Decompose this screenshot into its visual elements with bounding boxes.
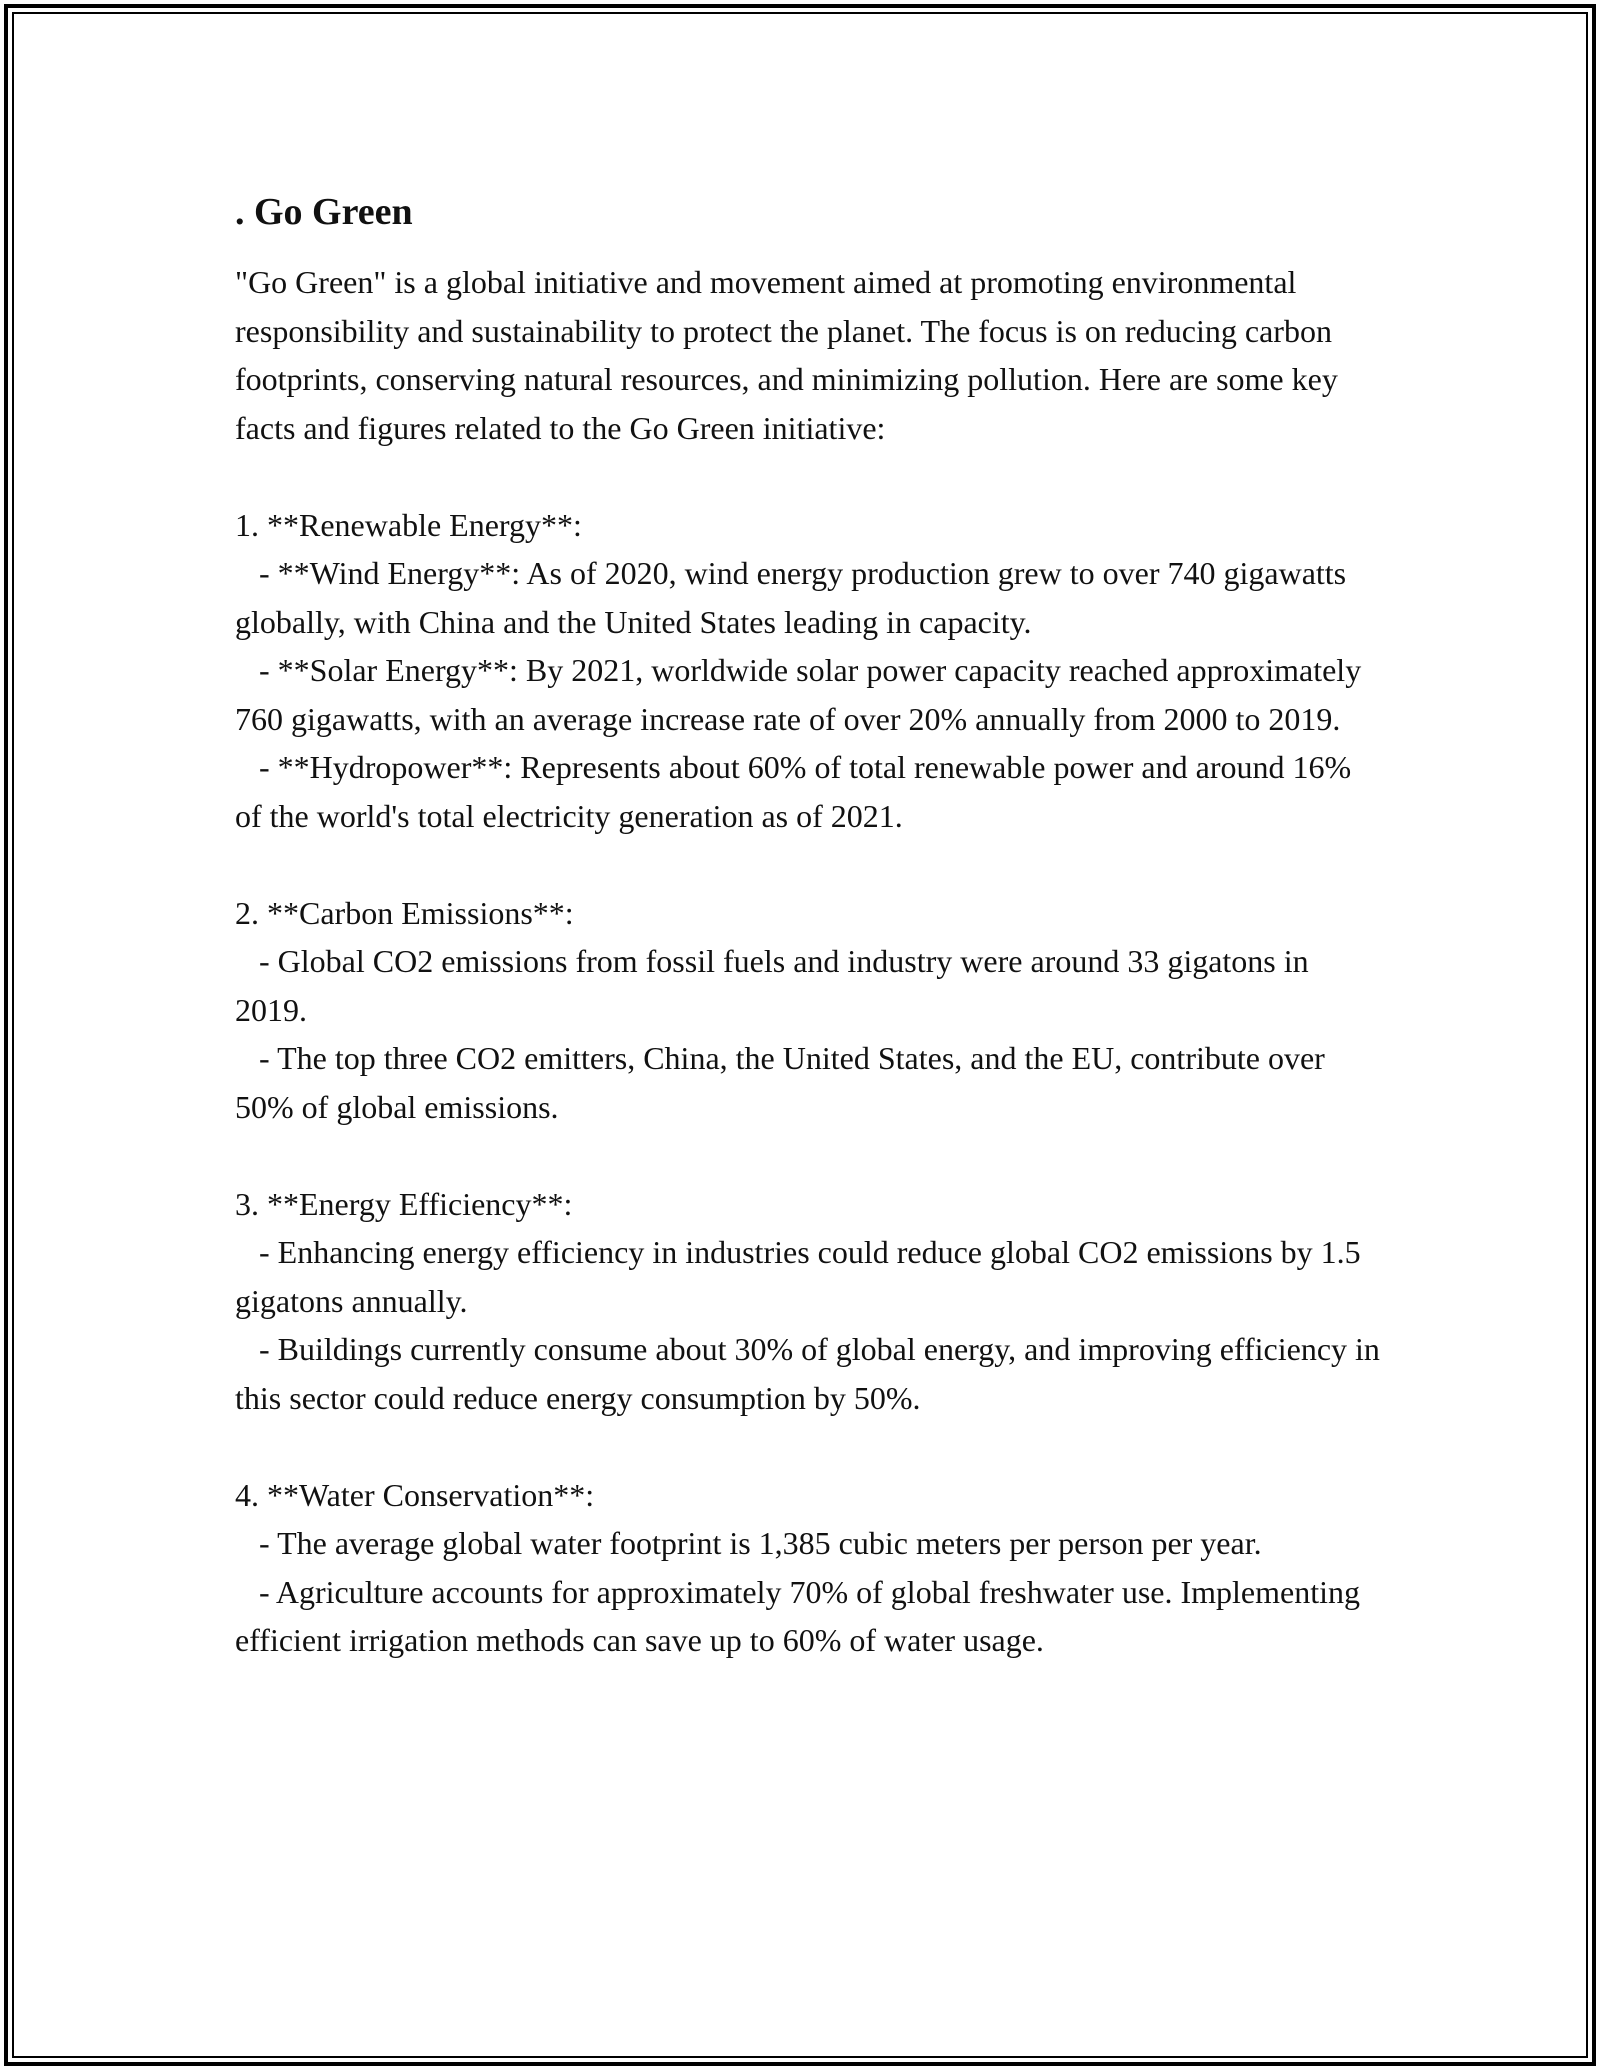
- list-item: - **Wind Energy**: As of 2020, wind energy production grew to over 740 gigawatts globally, with China and the United States leading in capacity.: [235, 555, 1355, 640]
- list-item: - **Solar Energy**: By 2021, worldwide solar power capacity reached approximately 760 gigawatts, with an average increase rate of over 20% annually from 2000 to 2019.: [235, 652, 1370, 737]
- spacer: [235, 452, 1385, 501]
- section-heading: 3. **Energy Efficiency**:: [235, 1185, 573, 1222]
- document-title: . Go Green: [235, 191, 413, 233]
- spacer: [235, 1422, 1385, 1471]
- section-renewable-energy: [235, 501, 1385, 841]
- intro-paragraph: "Go Green" is a global initiative and movement aimed at promoting environmental responsibility and sustainability to protect the planet. The focus is on reducing carbon footprints, conserving natural resources, and minimizing pollution. Here are some key facts and figures related to the Go Green initiative:: [235, 264, 1346, 446]
- list-item: - Buildings currently consume about 30% of global energy, and improving efficiency in this sector could reduce energy consumption by 50%.: [235, 1331, 1388, 1416]
- section-energy-efficiency: [235, 1180, 1388, 1423]
- section-water-conservation: [235, 1471, 1385, 1665]
- list-item: - Global CO2 emissions from fossil fuels and industry were around 33 gigatons in 2019.: [235, 943, 1317, 1028]
- list-item: - **Hydropower**: Represents about 60% of total renewable power and around 16% of the world's total electricity generation as of 2021.: [235, 749, 1360, 834]
- list-item: - The average global water footprint is 1,385 cubic meters per person per year.: [235, 1525, 1262, 1561]
- section-carbon-emissions: [235, 889, 1385, 1132]
- spacer: [235, 840, 1385, 889]
- section-heading: 4. **Water Conservation**:: [235, 1476, 595, 1513]
- list-item: - Enhancing energy efficiency in industries could reduce global CO2 emissions by 1.5 gigatons annually.: [235, 1234, 1369, 1319]
- section-heading: 2. **Carbon Emissions**:: [235, 894, 574, 931]
- list-item: - The top three CO2 emitters, China, the United States, and the EU, contribute over 50% of global emissions.: [235, 1040, 1333, 1125]
- spacer: [235, 1131, 1385, 1180]
- list-item: - Agriculture accounts for approximately 70% of global freshwater use. Implementing efficient irrigation methods can save up to 60% of water usage.: [235, 1573, 1368, 1658]
- section-heading: 1. **Renewable Energy**:: [235, 506, 582, 543]
- document-body: [235, 186, 1388, 1665]
